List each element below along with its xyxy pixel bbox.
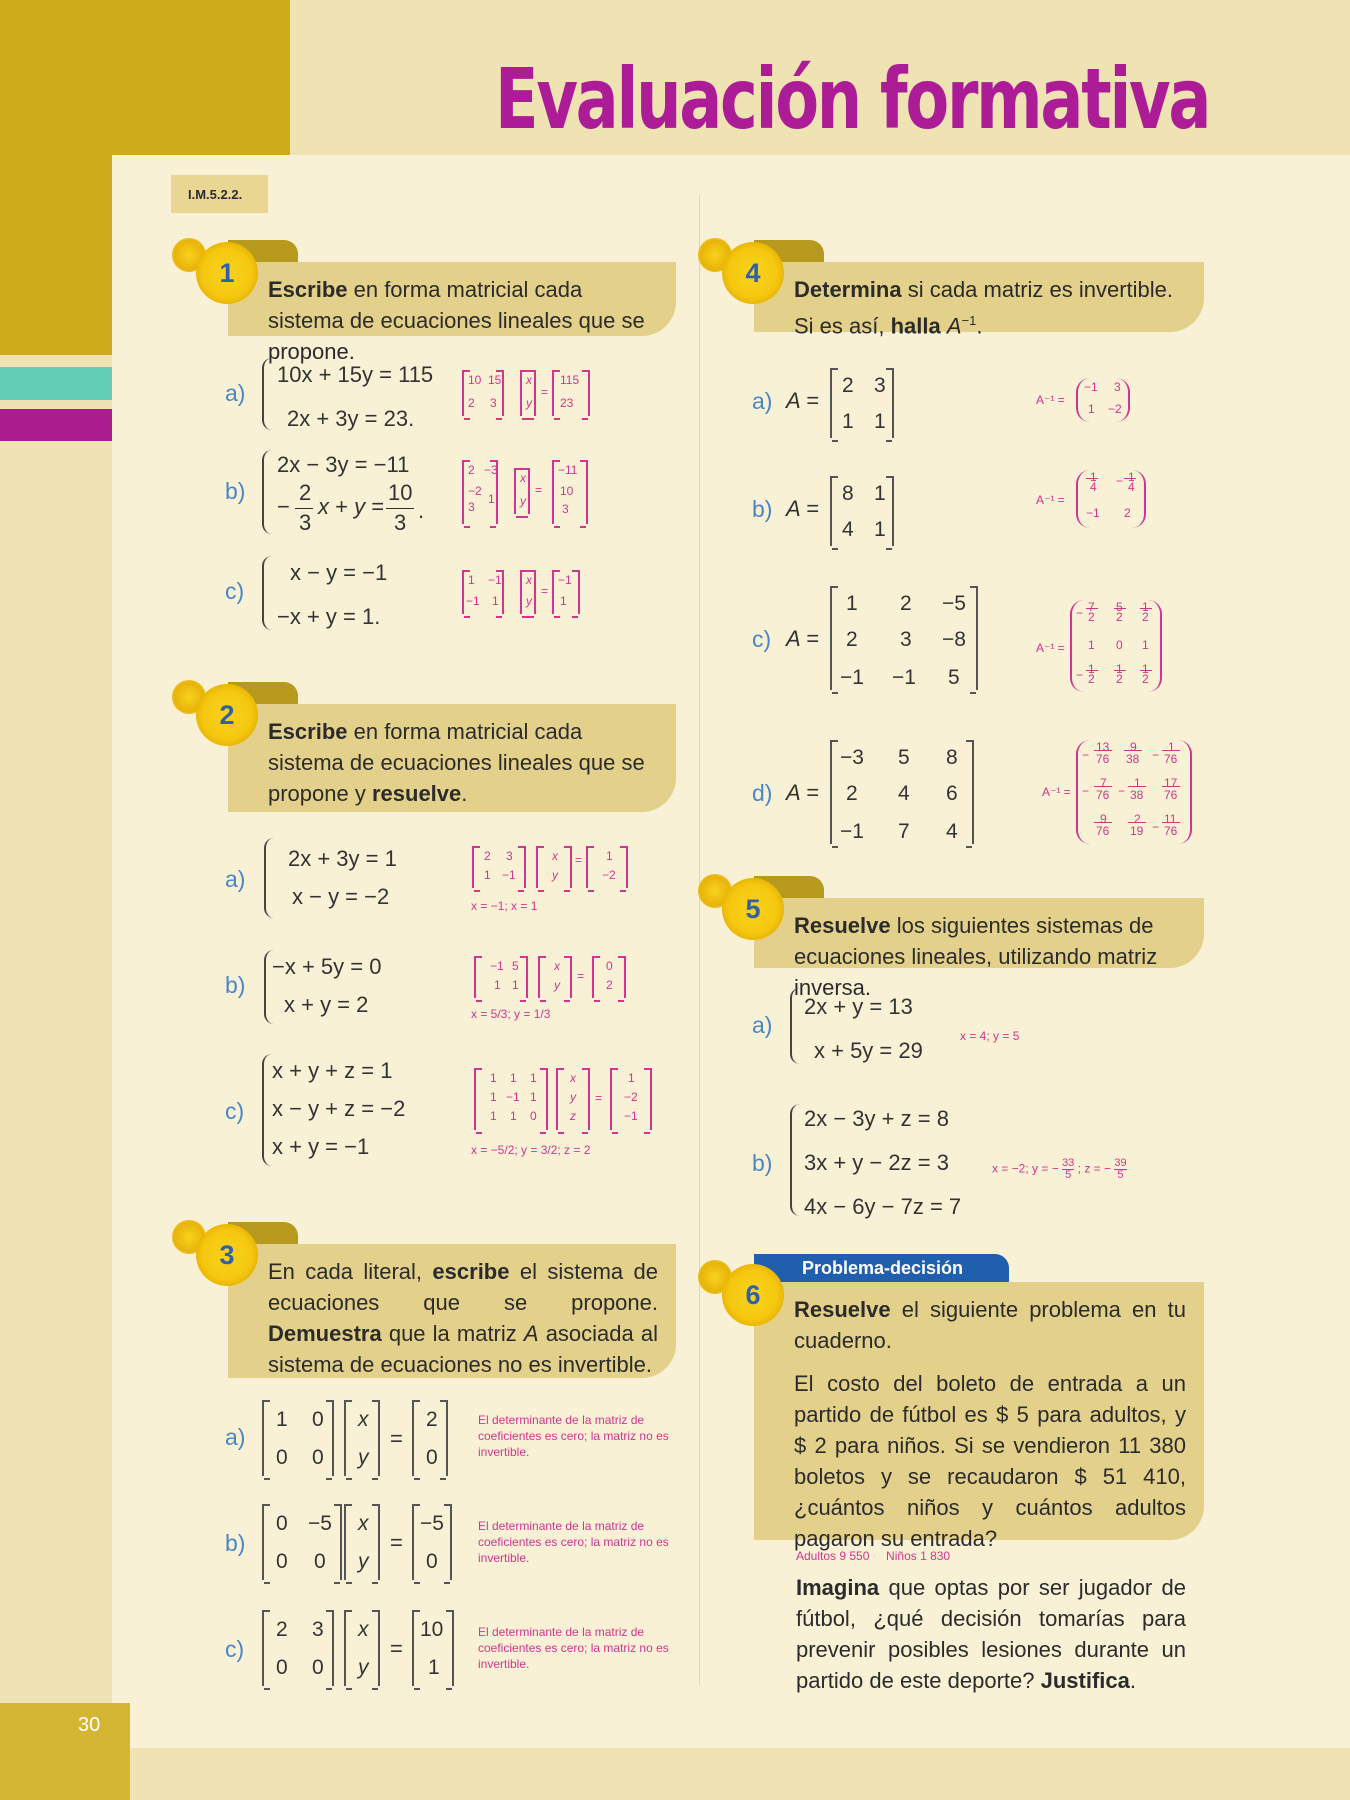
constant-vector: 115 23	[552, 370, 590, 416]
item-letter: c)	[225, 578, 245, 604]
inverse-matrix: − 7 2 5 2 1 2 1 0 1 − 1 2 1 2 1 2	[1070, 600, 1162, 692]
problem-3-badge: 3	[196, 1224, 258, 1286]
coefficient-matrix: 1 0 0 0	[262, 1400, 334, 1476]
variable-vector: x y	[514, 468, 530, 514]
constant-vector: 1 −2	[586, 846, 628, 888]
coefficient-matrix: 2 3 1 −1	[472, 846, 526, 888]
problem-1-badge: 1	[196, 242, 258, 304]
system-brace	[262, 556, 272, 630]
page-title: Evaluación formativa	[495, 50, 1210, 148]
equation: x − y = −1	[290, 560, 388, 585]
answer-note: El determinante de la matriz de coeficientes es cero; la matriz no es invertible.	[478, 1413, 669, 1459]
problem-4-badge: 4	[722, 242, 784, 304]
matrix-a: 2 3 1 1	[830, 368, 894, 438]
inverse-matrix: 1 4 − 1 4 −1 2	[1076, 470, 1146, 528]
variable-vector: x y	[344, 1504, 380, 1580]
solution: x = −5/2; y = 3/2; z = 2	[471, 1143, 591, 1157]
equation: x + y =	[318, 494, 385, 519]
equation: x − y = −2	[292, 884, 390, 909]
imagine-paragraph: Imagina que optas por ser jugador de fútbol, ¿qué decisión tomarías para prevenir posibles lesiones durante un partido de este deporte? Justifica.	[796, 1575, 1186, 1693]
matrix-name: A =	[786, 496, 819, 521]
variable-vector: x y	[520, 370, 536, 416]
coefficient-matrix: 10 15 2 3	[462, 370, 504, 416]
magenta-accent-bar	[0, 409, 112, 441]
equals-sign: =	[390, 1530, 403, 1555]
inverse-label: A⁻¹ =	[1036, 641, 1065, 655]
system-brace	[262, 450, 272, 534]
problem-4-statement: Determina si cada matriz es invertible. Si es así, halla $A^{-1}$.	[754, 262, 1204, 332]
equation: 2x + 3y = 23.	[287, 406, 415, 431]
matrix-a: 1 2 −5 2 3 −8 −1 −1 5	[830, 586, 978, 690]
item-letter: b)	[225, 1530, 246, 1556]
problem-6-badge: 6	[722, 1264, 784, 1326]
system-brace	[262, 1054, 272, 1166]
equals-sign: =	[595, 1091, 603, 1105]
problem-2-statement: Escribe en forma matricial cada sistema de ecuaciones lineales que se propone y resuelve.	[228, 704, 676, 812]
answer-note: El determinante de la matriz de coeficientes es cero; la matriz no es invertible.	[478, 1625, 669, 1671]
item-letter: b)	[225, 478, 246, 504]
variable-vector: x y	[520, 570, 536, 614]
constant-vector: 2 0	[412, 1400, 448, 1476]
item-letter: a)	[225, 380, 246, 406]
item-letter: c)	[225, 1098, 245, 1124]
item-letter: a)	[752, 1012, 773, 1038]
equation: 3x + y − 2z = 3	[804, 1150, 949, 1175]
coefficient-matrix: 0 −5 0 0	[262, 1504, 342, 1580]
equation: 2x − 3y + z = 8	[804, 1106, 949, 1131]
problem-3-statement: En cada literal, escribe el sistema de ecuaciones que se propone. Demuestra que la matriz A asociada al sistema de ecuaciones no es invertible.	[228, 1244, 676, 1378]
item-letter: b)	[752, 496, 773, 522]
equation: x + 5y = 29	[814, 1038, 923, 1063]
problema-decision-label: Problema-decisión	[754, 1254, 1009, 1282]
column-divider	[699, 195, 700, 1685]
equals-sign: =	[577, 969, 585, 983]
coefficient-matrix: 2 −3 −2 3 1	[462, 460, 498, 524]
coefficient-matrix: −1 5 1 1	[474, 956, 528, 998]
equation: x + y = −1	[272, 1134, 370, 1159]
solution: x = 5/3; y = 1/3	[471, 1007, 551, 1021]
matrix-name: A =	[786, 388, 819, 413]
problem-2-badge: 2	[196, 684, 258, 746]
problem-1-text: en forma matricial cada sistema de ecuaciones lineales que se propone.	[268, 277, 645, 364]
equation: −x + y = 1.	[277, 604, 381, 629]
equation: 2x − 3y = −11	[277, 452, 410, 477]
item-letter: a)	[225, 866, 246, 892]
problem-1-verb: Escribe	[268, 277, 348, 302]
problem-5-statement: Resuelve los siguientes sistemas de ecuaciones lineales, utilizando matriz inversa.	[754, 898, 1204, 968]
equation: 2x + y = 13	[804, 994, 913, 1019]
equals-sign: =	[575, 853, 583, 867]
inverse-matrix: − 13 76 9 38 − 1 76 − 7 76 − 1 38 17 76 9 76 2 19 − 11 76	[1076, 740, 1192, 844]
equation: 4x − 6y − 7z = 7	[804, 1194, 962, 1219]
item-letter: a)	[225, 1424, 246, 1450]
constant-vector: 10 1	[412, 1610, 454, 1686]
problem-1-statement	[228, 262, 676, 364]
matrix-a: −3 5 8 2 4 6 −1 7 4	[830, 740, 974, 844]
equals-sign: =	[390, 1426, 403, 1451]
matrix-a: 8 1 4 1	[830, 476, 894, 546]
variable-vector: x y	[344, 1610, 380, 1686]
item-letter: b)	[752, 1150, 773, 1176]
equals-sign: =	[535, 483, 543, 497]
item-letter: b)	[225, 972, 246, 998]
problem-6-statement: Resuelve el siguiente problema en tu cuaderno. El costo del boleto de entrada a un partido de fútbol es $ 5 para adultos, y $ 2 para niños. Si se vendieron 11 380 boletos y se recaudaron $ 51 410, ¿cuántos niños y cuántos adultos pagaron su entrada?	[754, 1282, 1204, 1540]
item-letter: d)	[752, 780, 773, 806]
solution: x = 4; y = 5	[960, 1029, 1020, 1043]
equals-sign: =	[390, 1636, 403, 1661]
footer-gold-block	[0, 1703, 130, 1800]
matrix-name: A =	[786, 626, 819, 651]
inverse-label: A⁻¹ =	[1036, 393, 1065, 407]
inverse-label: A⁻¹ =	[1042, 785, 1071, 799]
variable-vector: x y	[536, 846, 572, 888]
system-brace	[790, 988, 800, 1064]
constant-vector: −11 10 3	[552, 460, 588, 524]
answer-note: El determinante de la matriz de coeficientes es cero; la matriz no es invertible.	[478, 1519, 669, 1565]
inverse-label: A⁻¹ =	[1036, 493, 1065, 507]
equation: x − y + z = −2	[272, 1096, 406, 1121]
problem-5-badge: 5	[722, 878, 784, 940]
system-brace	[262, 358, 272, 430]
problem-6-paragraph: El costo del boleto de entrada a un partido de fútbol es $ 5 para adultos, y $ 2 para niños. Si se vendieron 11 380 boletos y se recaudaron $ 51 410, ¿cuántos niños y cuántos adultos pagaron su entrada?	[794, 1371, 1186, 1551]
constant-vector: −1 1	[552, 570, 580, 614]
variable-vector: x y	[344, 1400, 380, 1476]
teal-accent-bar	[0, 367, 112, 400]
variable-vector: x y	[538, 956, 572, 998]
item-letter: c)	[752, 626, 772, 652]
constant-vector: −5 0	[412, 1504, 452, 1580]
problem-6-answer: Adultos 9 550 Niños 1 830	[796, 1549, 951, 1563]
variable-vector: x y z	[556, 1068, 590, 1130]
equation: −x + 5y = 0	[272, 954, 382, 979]
item-letter: c)	[225, 1636, 245, 1662]
equation: x + y + z = 1	[272, 1058, 393, 1083]
solution: x = −1; x = 1	[471, 899, 538, 913]
constant-vector: 0 2	[592, 956, 626, 998]
equals-sign: =	[541, 385, 549, 399]
solution: x = −2; y = − $\frac{33}{5}$ ; z = − $\frac{39}{5}$	[992, 1157, 1127, 1181]
coefficient-matrix: 1 −1 −1 1	[462, 570, 504, 614]
system-brace	[790, 1104, 800, 1216]
equation: 10x + 15y = 115	[277, 362, 434, 387]
equation: 2x + 3y = 1	[288, 846, 397, 871]
coefficient-matrix: 2 3 0 0	[262, 1610, 334, 1686]
item-letter: a)	[752, 388, 773, 414]
system-brace	[264, 838, 274, 918]
skill-code-tag: I.M.5.2.2.	[171, 175, 268, 213]
equation: x + y = 2	[284, 992, 369, 1017]
equals-sign: =	[541, 584, 549, 598]
constant-vector: 1 −2 −1	[610, 1068, 652, 1130]
inverse-matrix: −1 3 1 −2	[1076, 378, 1130, 422]
matrix-name: A =	[786, 780, 819, 805]
coefficient-matrix: 1 1 1 1 −1 1 1 1 0	[474, 1068, 548, 1130]
page-number: 30	[78, 1714, 101, 1736]
